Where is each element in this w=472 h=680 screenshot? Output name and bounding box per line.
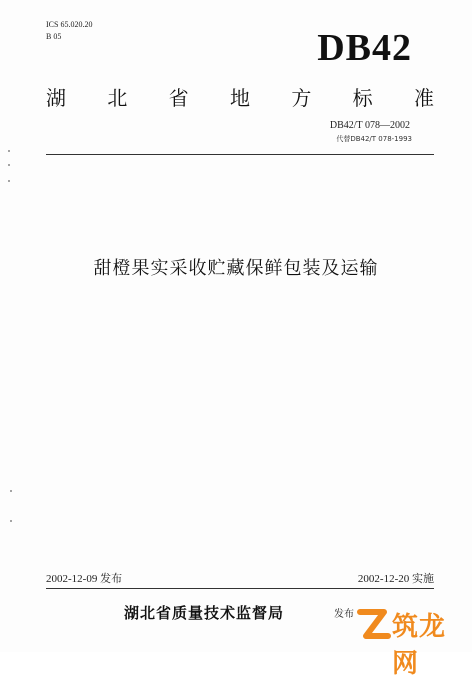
- document-title: 甜橙果实采收贮藏保鲜包装及运输: [93, 258, 379, 279]
- standard-type-char: 省: [168, 86, 189, 110]
- issue-date: 2002-12-09 发布: [46, 573, 123, 585]
- implementation-date: 2002-12-20 实施: [357, 573, 434, 585]
- standard-type: [46, 82, 434, 111]
- watermark-text: 筑龙网: [392, 612, 447, 679]
- margin-dot: [10, 520, 12, 522]
- ccs-code: B 05: [46, 32, 62, 41]
- standard-type-char: 方: [291, 86, 312, 110]
- issuing-authority: 湖北省质量技术监督局: [124, 604, 285, 622]
- standard-type-char: 地: [229, 86, 250, 110]
- margin-dot: [8, 180, 10, 182]
- standard-code: DB42: [317, 27, 412, 69]
- replaces-note: 代替DB42/T 078-1993: [336, 135, 412, 143]
- standard-type-char: 准: [413, 86, 434, 110]
- standard-type-char: 标: [352, 86, 373, 110]
- top-divider: [46, 154, 434, 155]
- standard-type-char: 北: [107, 86, 128, 110]
- issuer-suffix: 发布: [334, 609, 354, 620]
- margin-dot: [8, 150, 10, 152]
- standard-number: DB42/T 078—2002: [329, 120, 410, 131]
- standard-type-char: 湖: [46, 86, 66, 110]
- ics-code: ICS 65.020.20: [46, 20, 93, 29]
- watermark-logo: [354, 604, 466, 679]
- margin-dot: [10, 490, 12, 492]
- margin-dot: [8, 164, 10, 166]
- bottom-divider: [46, 588, 434, 589]
- zhulong-logo-icon: [354, 604, 394, 644]
